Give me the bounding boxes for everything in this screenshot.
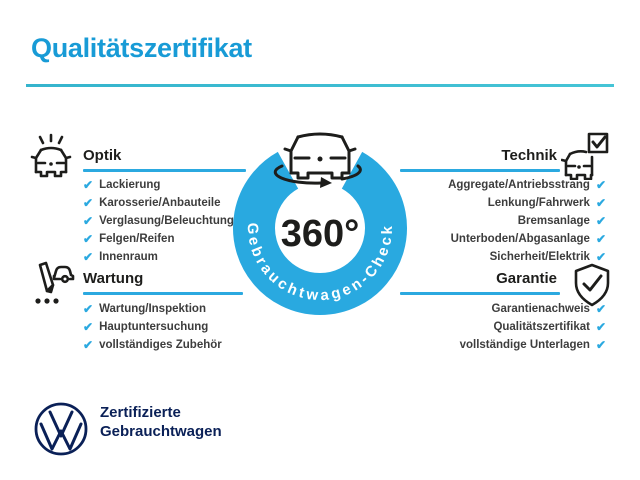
technik-checklist [448, 176, 606, 266]
check-icon: ✔ [595, 232, 606, 246]
checklist-item: Aggregate/Antriebsstrang ✔ [448, 178, 606, 192]
section-title-optik: Optik [83, 147, 122, 164]
vw-logo [32, 400, 90, 458]
footer-line2: Gebrauchtwagen [100, 423, 222, 440]
check-icon: ✔ [83, 320, 94, 334]
wartung-checklist [83, 300, 222, 354]
degree-label: 360° [280, 213, 360, 255]
checklist-item: Qualitätszertifikat ✔ [493, 320, 606, 334]
section-underline-optik [83, 169, 246, 172]
check-icon: ✔ [83, 338, 94, 352]
checklist-item: ✔ vollständiges Zubehör [83, 338, 222, 352]
checklist-item: ✔ Wartung/Inspektion [83, 302, 206, 316]
section-title-technik: Technik [501, 147, 557, 164]
check-icon: ✔ [595, 320, 606, 334]
checklist-item: Unterboden/Abgasanlage ✔ [450, 232, 606, 246]
check-icon: ✔ [595, 302, 606, 316]
check-icon: ✔ [83, 250, 94, 264]
car-checkbox-icon [561, 132, 611, 180]
car-front-shine-icon [27, 130, 75, 178]
page-title: Qualitätszertifikat [31, 33, 252, 63]
check-icon: ✔ [83, 232, 94, 246]
service-checklist-icon [26, 259, 76, 309]
footer-brand-text [100, 403, 222, 441]
garantie-checklist [460, 300, 606, 354]
check-icon: ✔ [595, 338, 606, 352]
check-icon: ✔ [83, 178, 94, 192]
section-title-garantie: Garantie [496, 270, 557, 287]
checklist-item: ✔ Karosserie/Anbauteile [83, 196, 221, 210]
checklist-item: Bremsanlage ✔ [517, 214, 606, 228]
checklist-item: ✔ Verglasung/Beleuchtung [83, 214, 234, 228]
checklist-item: Garantienachweis ✔ [491, 302, 606, 316]
footer-line1: Zertifizierte [100, 404, 181, 421]
checklist-item: vollständige Unterlagen ✔ [459, 338, 606, 352]
check-icon: ✔ [595, 196, 606, 210]
360-check-ring [220, 120, 420, 325]
section-underline-technik [400, 169, 560, 172]
optik-checklist [83, 176, 234, 266]
section-title-wartung: Wartung [83, 270, 144, 287]
checklist-item: ✔ Hauptuntersuchung [83, 320, 209, 334]
checklist-item: ✔ Innenraum [83, 250, 158, 264]
check-icon: ✔ [83, 302, 94, 316]
ring-curved-label: Gebrauchtwagen-Check [243, 222, 397, 305]
checklist-item: ✔ Felgen/Reifen [83, 232, 175, 246]
section-underline-wartung [83, 292, 243, 295]
section-underline-garantie [400, 292, 560, 295]
checklist-item: Sicherheit/Elektrik ✔ [489, 250, 606, 264]
title-divider [26, 84, 614, 87]
check-icon: ✔ [595, 250, 606, 264]
checklist-item: Lenkung/Fahrwerk ✔ [487, 196, 606, 210]
checklist-item: ✔ Lackierung [83, 178, 161, 192]
check-icon: ✔ [83, 196, 94, 210]
check-icon: ✔ [595, 214, 606, 228]
check-icon: ✔ [83, 214, 94, 228]
check-icon: ✔ [595, 178, 606, 192]
